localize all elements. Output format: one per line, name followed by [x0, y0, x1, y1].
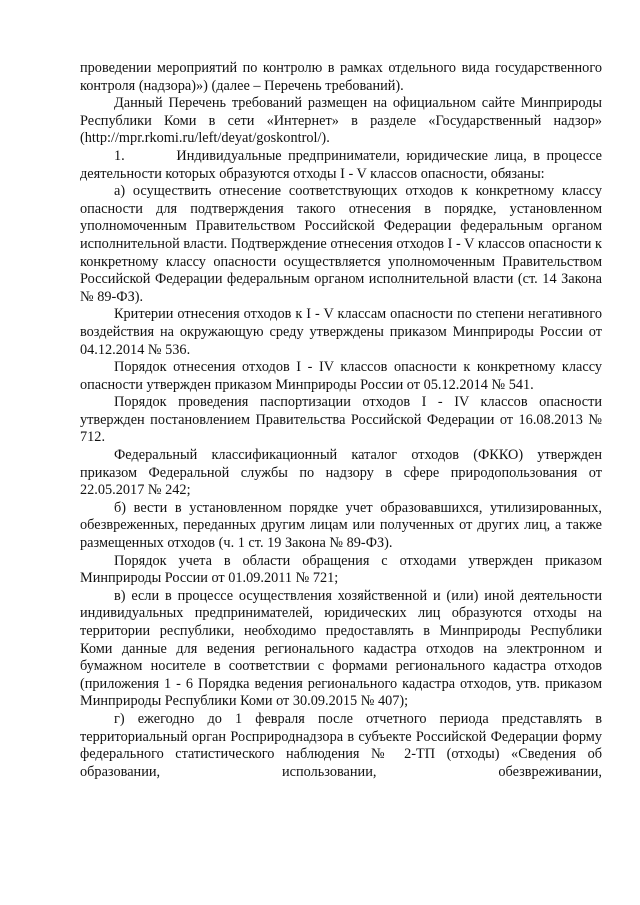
paragraph-passport-order: Порядок проведения паспортизации отходов I - IV классов опасности утвержден постановлением Правительства Российской Федерации от 16.08.2013 № 712. [80, 394, 602, 446]
paragraph-accounting-order: Порядок учета в области обращения с отходами утвержден приказом Минприроды России от 01.09.2011 № 721; [80, 552, 602, 587]
paragraph-item-v: в) если в процессе осуществления хозяйственной и (или) иной деятельности индивидуальных предпринимателей, юридических лиц образуются отходы на территории республики, необходимо предоставлять в Минприроды Республики Коми данные для ведения регионального кадастра отходов на электронном и бумажном носителе в соответствии с формами регионального кадастра отходов (приложения 1 - 6 Порядка ведения регионального кадастра отходов, утв. приказом Минприроды Республики Коми от 30.09.2015 № 407); [80, 587, 602, 710]
paragraph-continuation: проведении мероприятий по контролю в рамках отдельного вида государственного контроля (надзора)») (далее – Перечень требований). [80, 60, 602, 94]
document-page [80, 60, 602, 781]
paragraph-item-1: 1. Индивидуальные предприниматели, юридические лица, в процессе деятельности которых образуются отходы I - V классов опасности, обязаны: [80, 147, 602, 182]
paragraph-hazard-class-order: Порядок отнесения отходов I - IV классов опасности к конкретному классу опасности утвержден приказом Минприроды России от 05.12.2014 № 541. [80, 359, 602, 393]
paragraph-hazard-criteria: Критерии отнесения отходов к I - V классам опасности по степени негативного воздействия на окружающую среду утверждены приказом Минприроды России от 04.12.2014 № 536. [80, 306, 602, 358]
paragraph-item-b: б) вести в установленном порядке учет образовавшихся, утилизированных, обезвреженных, переданных другим лицам или полученных от других лиц, а также размещенных отходов (ч. 1 ст. 19 Закона № 89-ФЗ). [80, 499, 602, 552]
paragraph-item-a: а) осуществить отнесение соответствующих отходов к конкретному классу опасности для подтверждения такого отнесения в порядке, установленном уполномоченным Правительством Российской Федерации федеральным органом исполнительной власти. Подтверждение отнесения отходов I - V классов опасности к конкретному классу опасности осуществляется уполномоченным Правительством Российской Федерации федеральным органом исполнительной власти (ст. 14 Закона № 89-ФЗ). [80, 183, 602, 305]
paragraph-item-g: г) ежегодно до 1 февраля после отчетного периода представлять в территориальный орган Росприроднадзора в субъекте Российской Федерации форму федерального статистического наблюдения № 2-ТП (отходы) «Сведения об образовании, использовании, обезвреживании, [80, 710, 602, 780]
paragraph-fkko: Федеральный классификационный каталог отходов (ФККО) утвержден приказом Федеральной службы по надзору в сфере природопользования от 22.05.2017 № 242; [80, 447, 602, 499]
paragraph-requirements-list-location: Данный Перечень требований размещен на официальном сайте Минприроды Республики Коми в сети «Интернет» в разделе «Государственный надзор» (http://mpr.rkomi.ru/left/deyat/goskontrol/). [80, 95, 602, 147]
